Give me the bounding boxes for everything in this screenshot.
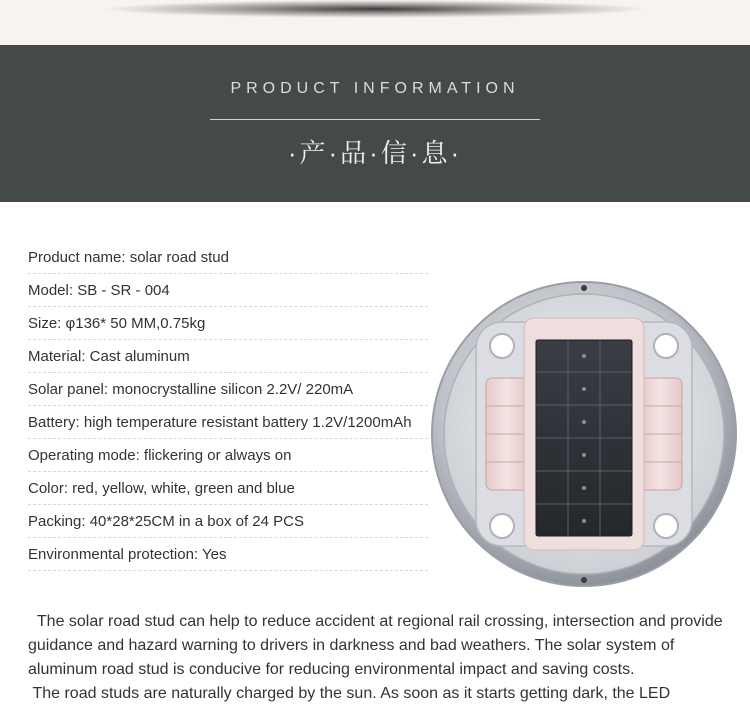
top-strip [0,0,750,45]
product-information-banner [0,45,750,202]
banner-title-en: PRODUCT INFORMATION [230,80,520,97]
spec-item: Model: SB - SR - 004 [28,274,428,307]
description-paragraph: The road studs are naturally charged by the sun. As soon as it starts getting dark, the LED [28,685,671,702]
spec-item: Size: φ136* 50 MM,0.75kg [28,307,428,340]
spec-item: Color: red, yellow, white, green and blue [28,472,428,505]
banner-divider [210,119,540,120]
spec-item: Environmental protection: Yes [28,538,428,571]
spec-item: Operating mode: flickering or always on [28,439,428,472]
spec-item: Battery: high temperature resistant battery 1.2V/1200mAh [28,406,428,439]
product-description [28,610,728,706]
spec-item: Packing: 40*28*25CM in a box of 24 PCS [28,505,428,538]
banner-title-cn: ·产·品·信·息· [287,138,463,168]
spec-list [28,241,428,571]
spec-item: Material: Cast aluminum [28,340,428,373]
top-shadow-decoration [100,0,650,18]
solar-road-stud-image [428,278,740,590]
spec-item: Solar panel: monocrystalline silicon 2.2V/ 220mA [28,373,428,406]
description-paragraph: The solar road stud can help to reduce accident at regional rail crossing, intersection and provide guidance and hazard warning to drivers in darkness and bad weathers. The solar system of aluminum road stud is conducive for reducing environmental impact and saving costs. [28,613,728,678]
spec-item: Product name: solar road stud [28,241,428,274]
